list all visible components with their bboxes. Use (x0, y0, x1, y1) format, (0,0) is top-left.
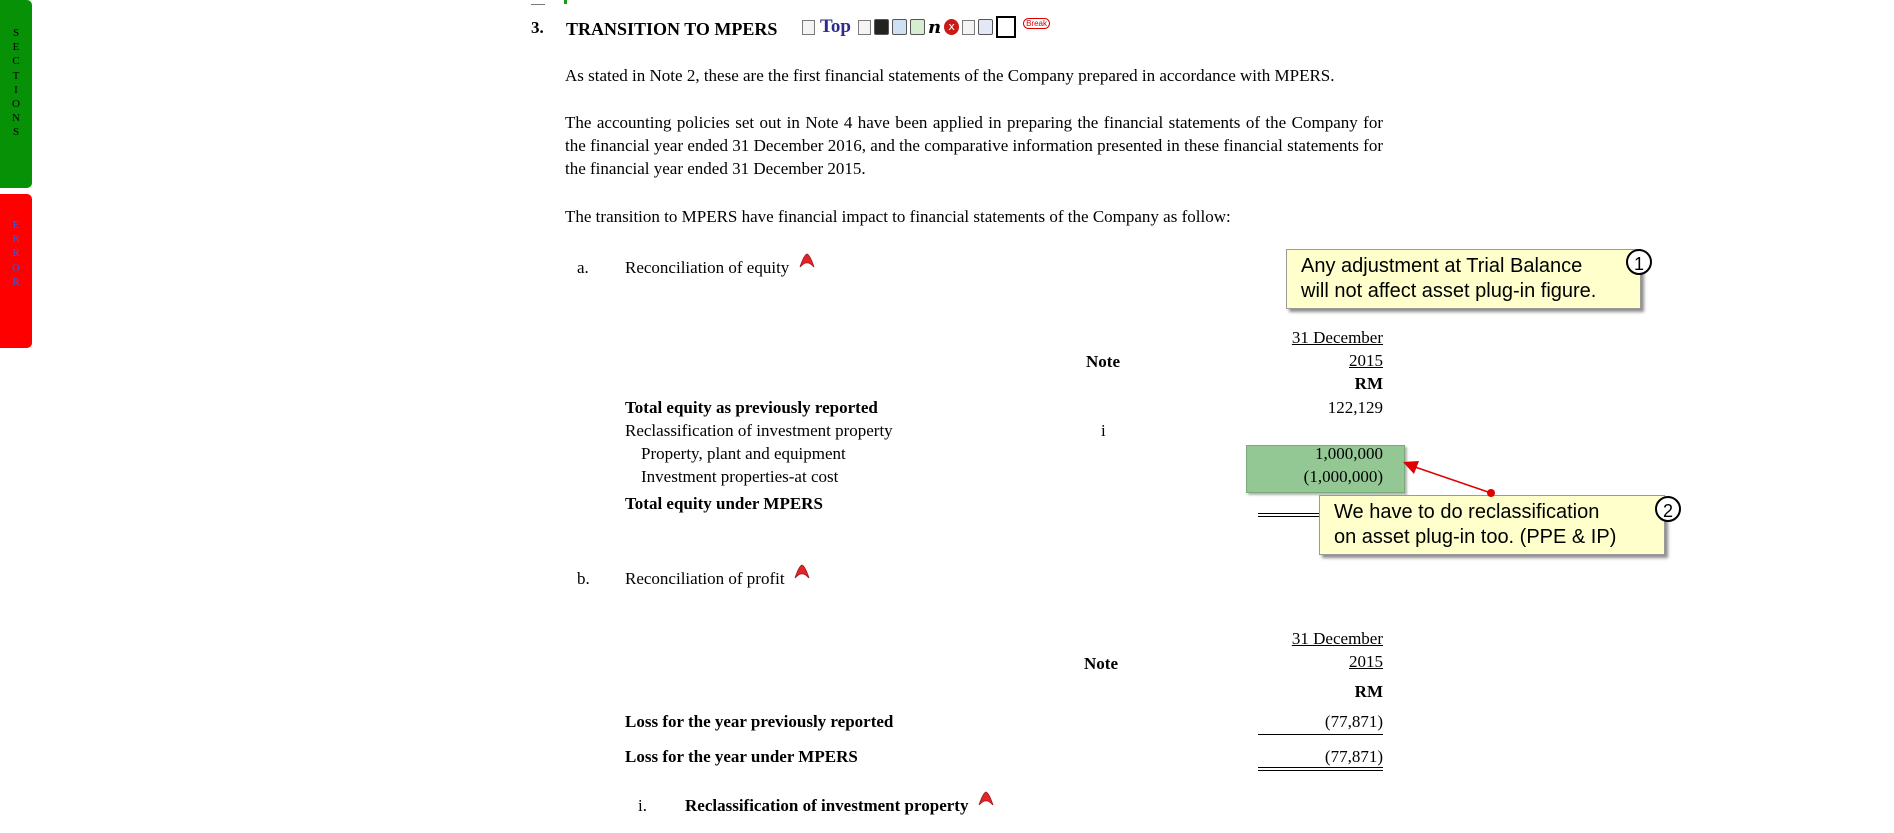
equity-reclass-note[interactable]: i (1101, 421, 1106, 440)
tab-letter: O (12, 97, 20, 110)
equity-col-unit: RM (1354, 374, 1383, 393)
equity-col-year: 2015 (1349, 351, 1383, 370)
callout-1-line1: Any adjustment at Trial Balance (1301, 255, 1583, 277)
equity-note-header: Note (1086, 352, 1120, 371)
profit-prev-label: Loss for the year previously reported (625, 712, 894, 731)
tab-letter: S (12, 27, 20, 39)
callout-1 (1286, 249, 1641, 309)
callout-2-line1: We have to do reclassification (1334, 501, 1600, 523)
equity-prev-value: 122,129 (1327, 398, 1383, 417)
tab-letter: S (12, 126, 20, 139)
profit-title (625, 567, 811, 590)
section-toolbar (802, 16, 1050, 38)
equity-letter: a. (577, 258, 589, 277)
equity-reclass-label: Reclassification of investment property (625, 421, 893, 440)
section-number: 3. (531, 18, 544, 37)
section-title: TRANSITION TO MPERS (566, 19, 778, 39)
tab-letter: N (12, 112, 20, 125)
profit-mpers-rule-top (1258, 767, 1383, 768)
scroll-up-icon[interactable] (802, 20, 815, 35)
equity-title-text: Reconciliation of equity (625, 258, 790, 277)
copy-icon[interactable] (962, 20, 975, 35)
profit-letter: b. (577, 569, 590, 588)
intro-paragraph: As stated in Note 2, these are the first financial statements of the Company prepared in accordance with MPERS. (565, 66, 1335, 85)
ip-label: Investment properties-at cost (641, 467, 839, 486)
tab-letter: E (12, 41, 20, 54)
document-icon[interactable] (858, 20, 871, 35)
tab-letter: E (12, 219, 20, 231)
tab-letter: R (12, 275, 20, 288)
pdf-icon[interactable] (793, 564, 811, 580)
bookmark-icon[interactable] (978, 19, 993, 35)
delete-icon[interactable]: x (944, 19, 959, 35)
top-scroll-mark (531, 0, 545, 5)
pdf-icon[interactable] (798, 253, 816, 269)
error-tab[interactable] (0, 194, 32, 348)
top-link[interactable]: Top (820, 16, 851, 37)
profit-title-text: Reconciliation of profit (625, 569, 785, 588)
subsection-title (685, 794, 995, 817)
pdf-icon[interactable] (977, 791, 995, 807)
subsection-number: i. (638, 796, 647, 815)
numbering-icon[interactable]: n (928, 16, 942, 38)
sections-tab[interactable] (0, 0, 32, 188)
profit-mpers-value: (77,871) (1324, 747, 1383, 766)
tab-letter: I (14, 83, 18, 96)
profit-mpers-label: Loss for the year under MPERS (625, 747, 858, 766)
ppe-label: Property, plant and equipment (641, 444, 846, 463)
equity-title (625, 256, 816, 279)
callout-2-line2: on asset plug-in too. (PPE & IP) (1334, 526, 1617, 548)
equity-col-date: 31 December (1291, 328, 1383, 347)
tab-letter: O (12, 261, 20, 274)
profit-prev-value: (77,871) (1324, 712, 1383, 731)
profit-mpers-rule-bottom (1258, 770, 1383, 771)
callout-1-badge: 1 (1626, 249, 1652, 275)
profit-note-header: Note (1084, 654, 1118, 673)
callout-2-arrow (1395, 458, 1495, 498)
equity-prev-label: Total equity as previously reported (625, 398, 878, 417)
tab-letter: T (12, 69, 20, 82)
callout-1-line2: will not affect asset plug-in figure. (1301, 280, 1597, 302)
policies-paragraph: The accounting policies set out in Note 4 have been applied in preparing the financial statements of the Company for the financial year ended 31 December 2016, and the comparative information presented in these financial statements for the financial year ended 31 December 2015. (565, 113, 1383, 178)
page-break-icon[interactable]: Break (1023, 18, 1050, 29)
checkbox-icon[interactable] (996, 16, 1016, 38)
move-down-icon[interactable] (892, 19, 907, 35)
profit-col-year: 2015 (1349, 652, 1383, 671)
profit-prev-rule (1258, 734, 1383, 735)
top-green-mark (564, 0, 567, 4)
add-row-icon[interactable] (910, 19, 925, 35)
profit-col-date: 31 December (1291, 629, 1383, 648)
equity-total-label: Total equity under MPERS (625, 494, 823, 513)
profit-col-unit: RM (1354, 682, 1383, 701)
tab-letter: R (12, 247, 20, 260)
callout-2 (1319, 495, 1665, 555)
tab-letter: R (12, 233, 20, 246)
tab-letter: C (12, 55, 20, 68)
callout-2-badge: 2 (1655, 496, 1681, 522)
ppe-value[interactable]: 1,000,000 (1315, 444, 1383, 463)
ip-value[interactable]: (1,000,000) (1303, 467, 1383, 486)
subsection-title-text: Reclassification of investment property (685, 796, 969, 815)
edit-note-icon[interactable] (874, 19, 889, 35)
impact-paragraph: The transition to MPERS have financial impact to financial statements of the Company as follow: (565, 207, 1231, 226)
